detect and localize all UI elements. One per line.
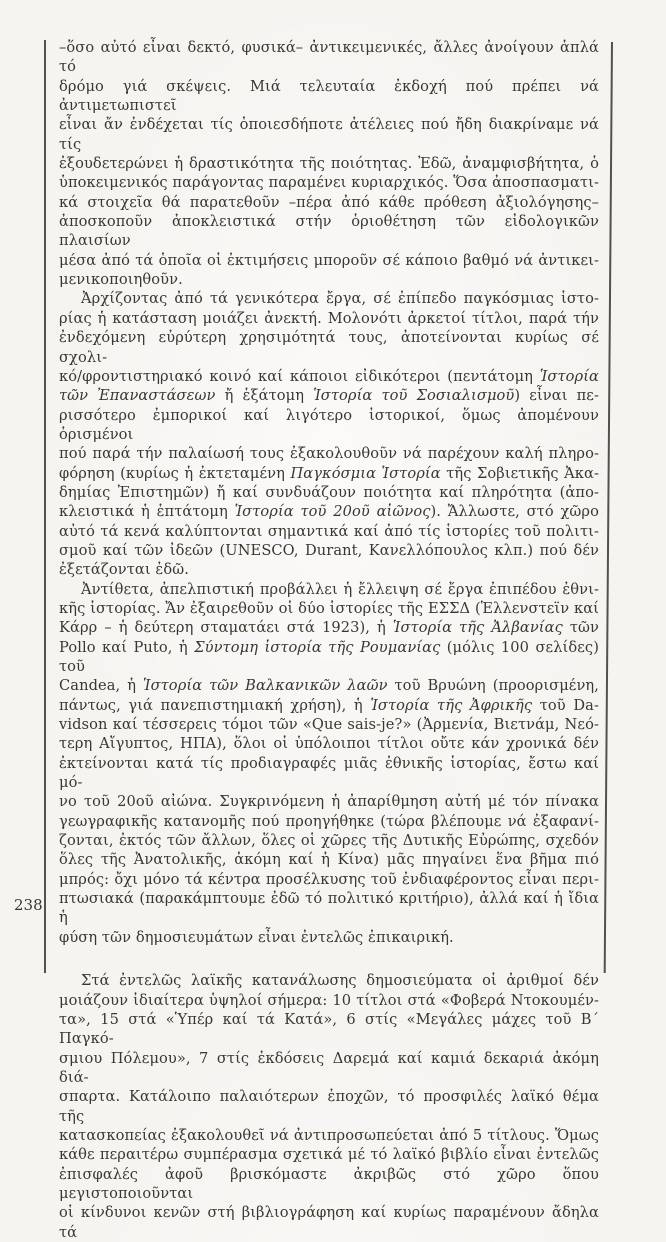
text-line: εἶναι ἄν ἐνδέχεται τίς ὁποιεσδήποτε ἀτέλειες πού ἤδη διακρίναμε νά τίς (59, 116, 599, 153)
text-line: πτωσιακά (παρακάμπτουμε ἐδῶ τό πολιτικό κριτήριο), ἀλλά καί ἡ ἴδια ἡ (59, 890, 599, 927)
text-line: ρισσότερο ἐμπορικοί καί λιγότερο ἱστορικοί, ὅμως ἀπομένουν ὁρισμένοι (59, 406, 599, 443)
text-line: οἱ κίνδυνοι κενῶν στή βιβλιογράφηση καί κυρίως παραμένουν ἄδηλα τά (59, 1204, 599, 1241)
text-line: μέσα ἀπό τά ὁποῖα οἱ ἐκτιμήσεις μποροῦν σέ κάποιο βαθμό νά ἀντικει- (59, 251, 599, 269)
text-line: φύση τῶν δημοσιευμάτων εἶναι ἐντελῶς ἐπικαιρική. (59, 928, 454, 946)
text-line: ἀποσκοποῦν ἀποκλειστικά στήν ὁριοθέτηση τῶν εἰδολογικῶν πλαισίων (59, 213, 599, 250)
text-line: τερη Αἴγυπτος, ΗΠΑ), ὅλοι οἱ ὑπόλοιποι τίτλοι οὔτε κάν χρονικά δέν (59, 735, 599, 753)
text-line: Pollo καί Puto, ἡ Σύντομη ἱστορία τῆς Ρουμανίας (μόλις 100 σελίδες) τοῦ (59, 638, 599, 675)
page-text (59, 38, 599, 1242)
text-line: ὑποκειμενικός παράγοντας παραμένει κυριαρχικός. Ὅσα ἀποσπασματι- (59, 174, 599, 192)
right-border-rule (604, 42, 613, 973)
text-line: δρόμο γιά σκέψεις. Μιά τελευταία ἐκδοχή πού πρέπει νά ἀντιμετωπιστεῖ (59, 77, 599, 115)
text-line: σπαρτα. Κατάλοιπο παλαιότερων ἐποχῶν, τό προσφιλές λαϊκό θέμα τῆς (59, 1088, 599, 1125)
text-line: vidson καί τέσσερεις τόμοι τῶν «Que sais-je?» (Ἀρμενία, Βιετνάμ, Νεό- (59, 716, 599, 734)
text-line: κό/φροντιστηριακό κοινό καί κάποιοι εἰδικότεροι (πεντάτομη Ἱστορία (59, 367, 599, 385)
text-line: –ὅσο αὐτό εἶναι δεκτό, φυσικά– ἀντικειμενικές, ἄλλες ἀνοίγουν ἁπλά τό (59, 39, 599, 76)
text-line: κάθε περαιτέρω συμπέρασμα σχετικά μέ τό λαϊκό βιβλίο εἶναι ἐντελῶς (59, 1146, 599, 1164)
text-line: Ἀντίθετα, ἀπελπιστική προβάλλει ἡ ἔλλειψη σέ ἔργα ἐπιπέδου ἐθνι- (81, 580, 599, 598)
left-border-rule (44, 40, 46, 973)
text-line: φόρηση (κυρίως ἡ ἐκτεταμένη Παγκόσμια Ἱστορία τῆς Σοβιετικῆς Ἀκα- (59, 464, 599, 482)
text-line: μενικοποιηθοῦν. (59, 271, 183, 289)
paragraph (59, 580, 599, 948)
text-line: πάντως, γιά πανεπιστημιακή χρήση), ἡ Ἱστορία τῆς Ἀφρικῆς τοῦ Da- (59, 696, 599, 714)
text-line: τα», 15 στά «Ὑπέρ καί τά Κατά», 6 στίς «Μεγάλες μάχες τοῦ Β´ Παγκό- (59, 1010, 599, 1048)
text-line: ρίας ἡ κατάσταση μοιάζει ἀνεκτή. Μολονότι ἀρκετοί τίτλοι, παρά τήν (59, 309, 599, 327)
paragraph (59, 971, 599, 1242)
text-line: μπρός: ὄχι μόνο τά κέντρα προσέλκυσης τοῦ ἐνδιαφέροντος εἶναι περι- (59, 870, 599, 888)
text-line: νο τοῦ 20οῦ αἰώνα. Συγκρινόμενη ἡ ἀπαρίθμηση αὐτή μέ τόν πίνακα (59, 793, 599, 811)
text-line: ἐξετάζονται ἐδῶ. (59, 561, 189, 579)
text-line: Ἀρχίζοντας ἀπό τά γενικότερα ἔργα, σέ ἐπίπεδο παγκόσμιας ἱστο- (81, 290, 599, 308)
text-line: τῶν Ἐπαναστάσεων ἤ ἑξάτομη Ἱστορία τοῦ Σοσιαλισμοῦ) εἶναι πε- (59, 387, 599, 405)
text-line: σμιου Πόλεμου», 7 στίς ἐκδόσεις Δαρεμά καί καμιά δεκαριά ἀκόμη διά- (59, 1049, 599, 1086)
text-line: κά στοιχεῖα θά παρατεθοῦν –πέρα ἀπό κάθε πρόθεση ἀξιολόγησης– (59, 193, 599, 211)
paragraph (59, 289, 599, 579)
text-line: ἐκτείνονται κατά τίς προδιαγραφές μιᾶς ἐθνικῆς ἱστορίας, ἔστω καί μό- (59, 754, 599, 792)
text-line: κατασκοπείας ἐξακολουθεῖ νά ἀντιπροσωπεύεται ἀπό 5 τίτλους. Ὅμως (59, 1126, 599, 1144)
text-line: ἐπισφαλές ἀφοῦ βρισκόμαστε ἀκριβῶς στό χῶρο ὅπου μεγιστοποιοῦνται (59, 1165, 599, 1202)
text-line: Κάρρ – ἡ δεύτερη σταματάει στά 1923), ἡ Ἱστορία τῆς Ἀλβανίας τῶν (59, 619, 599, 637)
text-line: μοιάζουν ἰδιαίτερα ὑψηλοί σήμερα: 10 τίτλοι στά «Φοβερά Ντοκουμέν- (59, 991, 599, 1009)
text-line: ὅλες τῆς Ἀνατολικῆς, ἀκόμη καί ἡ Κίνα) μᾶς πηγαίνει ἕνα βῆμα πιό (59, 851, 599, 869)
text-line: πού παρά τήν παλαίωσή τους ἐξακολουθοῦν νά παρέχουν καλή πληρο- (59, 445, 599, 463)
text-line: αὐτό τά κενά καλύπτονται σημαντικά καί ἀπό τίς ἱστορίες τοῦ πολιτι- (59, 522, 599, 540)
text-line: Candea, ἡ Ἱστορία τῶν Βαλκανικῶν λαῶν τοῦ Βρυώνη (προορισμένη, (59, 677, 600, 695)
paragraph (59, 38, 599, 289)
text-line: Στά ἐντελῶς λαϊκῆς κατανάλωσης δημοσιεύματα οἱ ἀριθμοί δέν (81, 972, 599, 990)
text-line: δημίας Ἐπιστημῶν) ἤ καί συνδυάζουν ποιότητα καί πληρότητα (ἀπο- (59, 483, 599, 501)
text-line: ζονται, ἐκτός τῶν ἄλλων, ὅλες οἱ χῶρες τῆς Δυτικῆς Εὐρώπης, σχεδόν (59, 832, 599, 850)
text-line: ἐνδεχόμενη εὐρύτερη χρησιμότητά τους, ἀποτείνονται κυρίως σέ σχολι- (59, 329, 599, 366)
text-line: γεωγραφικῆς κατανομῆς πού προηγήθηκε (τώρα βλέπουμε νά ἐξαφανί- (59, 812, 599, 830)
text-line: ἐξουδετερώνει ἡ δραστικότητα τῆς ποιότητας. Ἐδῶ, ἀναμφισβήτητα, ὁ (59, 155, 599, 173)
text-line: κλειστικά ἡ ἑπτάτομη Ἱστορία τοῦ 20οῦ αἰῶνος). Ἄλλωστε, στό χῶρο (59, 503, 599, 521)
text-line: κῆς ἱστορίας. Ἄν ἐξαιρεθοῦν οἱ δύο ἱστορίες τῆς ΕΣΣΔ (Ἑλλενστεϊν καί (59, 599, 599, 617)
text-line: σμοῦ καί τῶν ἰδεῶν (UNESCO, Durant, Κανελλόπουλος κλπ.) πού δέν (59, 541, 599, 559)
page-number-label: 238 (14, 896, 43, 914)
